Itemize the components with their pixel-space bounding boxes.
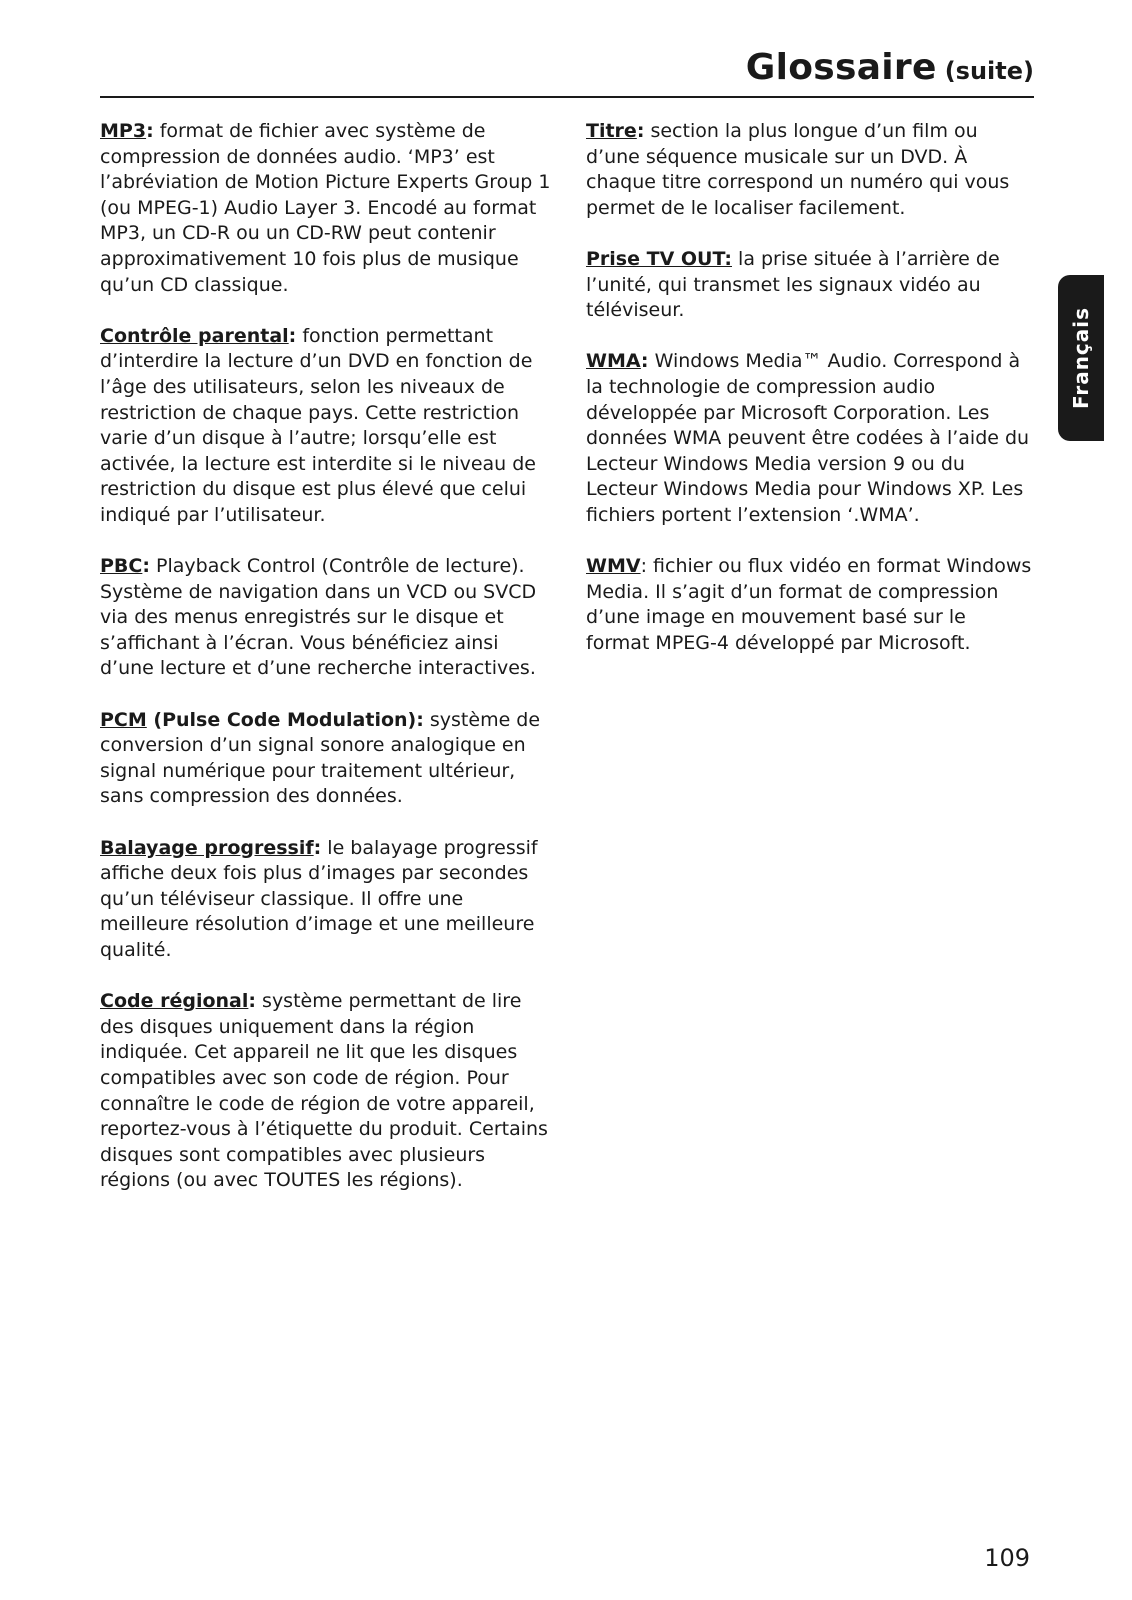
term-region-code: Code régional: [100, 990, 249, 1013]
glossary-entry-wma: [586, 349, 1034, 528]
page-header: [100, 40, 1034, 98]
glossary-entry-tv-out: [586, 247, 1034, 324]
term-mp3: MP3: [100, 120, 147, 142]
definition-parental-control: fonction permettant d’interdire la lecture d’un DVD en fonction de l’âge des utilisateurs, selon les niveaux de restriction de chaque pays. Cette restriction varie d’un disque à l’autre; lorsqu’elle est activée, la lecture est interdite si le niveau de restriction du disque est plus élevé que celui indiqué par l’utilisateur.: [100, 324, 536, 526]
definition-title: section la plus longue d’un film ou d’une séquence musicale sur un DVD. À chaque titre correspond un numéro qui vous permet de le localiser facilement.: [586, 120, 1010, 219]
glossary-entry-progressive-scan: [100, 836, 556, 964]
term-separator: :: [248, 990, 256, 1013]
glossary-entry-region-code: [100, 989, 556, 1194]
term-wmv: WMV: [586, 555, 641, 578]
term-separator: :: [142, 555, 150, 578]
left-column: [100, 119, 556, 1220]
term-wma: WMA: [586, 350, 641, 373]
definition-wmv: fichier ou flux vidéo en format Windows Media. Il s’agit d’un format de compression d’une image en mouvement basé sur le format MPEG-4 développé par Microsoft.: [586, 555, 1032, 654]
term-parental-control: Contrôle parental: [100, 324, 289, 347]
title-suite: (suite): [944, 57, 1034, 85]
term-separator: :: [640, 555, 647, 578]
definition-mp3: format de fichier avec système de compression de données audio. ‘MP3’ est l’abréviation de Motion Picture Experts Group 1 (ou MPEG-1) Audio Layer 3. Encodé au format MP3, un CD-R ou un CD-RW peut contenir approximativement 10 fois plus de musique qu’un CD classique.: [100, 120, 551, 296]
glossary-entry-wmv: [586, 554, 1034, 656]
glossary-entry-pcm: [100, 708, 556, 810]
definition-pbc: Playback Control (Contrôle de lecture). Système de navigation dans un VCD ou SVCD via des menus enregistrés sur le disque et s’affichant à l’écran. Vous bénéficiez ainsi d’une lecture et d’une recherche interactives.: [100, 555, 537, 680]
term-pbc: PBC: [100, 555, 143, 578]
term-title: Titre: [586, 120, 637, 142]
term-separator: :: [640, 350, 649, 373]
language-tab-label: Français: [1069, 306, 1093, 410]
term-separator: :: [636, 120, 645, 142]
term-pcm: PCM: [100, 708, 147, 731]
glossary-entry-title: [586, 119, 1034, 221]
term-separator: :: [146, 120, 154, 142]
definition-tv-out: la prise située à l’arrière de l’unité, qui transmet les signaux vidéo au téléviseur.: [586, 247, 1000, 322]
definition-pcm: système de conversion d’un signal sonore analogique en signal numérique pour traitement ultérieur, sans compression des données.: [100, 708, 541, 808]
glossary-entry-mp3: [100, 119, 556, 298]
glossary-entry-parental-control: [100, 324, 556, 529]
language-tab: [1058, 275, 1104, 441]
glossary-entry-pbc: [100, 554, 556, 682]
term-tv-out: Prise TV OUT:: [586, 247, 732, 270]
term-separator: :: [313, 836, 322, 859]
definition-wma: Windows Media™ Audio. Correspond à la technologie de compression audio développée par Microsoft Corporation. Les données WMA peuvent être codées à l’aide du Lecteur Windows Media version 9 ou du Lecteur Windows Media pour Windows XP. Les fichiers portent l’extension ‘.WMA’.: [586, 350, 1030, 526]
right-column: [586, 119, 1034, 682]
term-separator: :: [288, 324, 297, 347]
title-main: Glossaire: [745, 47, 937, 88]
page-title: [746, 47, 1034, 88]
definition-progressive-scan: le balayage progressif affiche deux fois plus d’images par secondes qu’un téléviseur classique. Il offre une meilleure résolution d’image et une meilleure qualité.: [100, 836, 538, 961]
term-pcm-expansion: (Pulse Code Modulation):: [146, 708, 424, 731]
page-number: 109: [984, 1544, 1030, 1572]
term-progressive-scan: Balayage progressif: [100, 836, 314, 859]
definition-region-code: système permettant de lire des disques uniquement dans la région indiquée. Cet appareil ne lit que les disques compatibles avec son code de région. Pour connaître le code de région de votre appareil, reportez-vous à l’étiquette du produit. Certains disques sont compatibles avec plusieurs régions (ou avec TOUTES les régions).: [100, 990, 548, 1192]
